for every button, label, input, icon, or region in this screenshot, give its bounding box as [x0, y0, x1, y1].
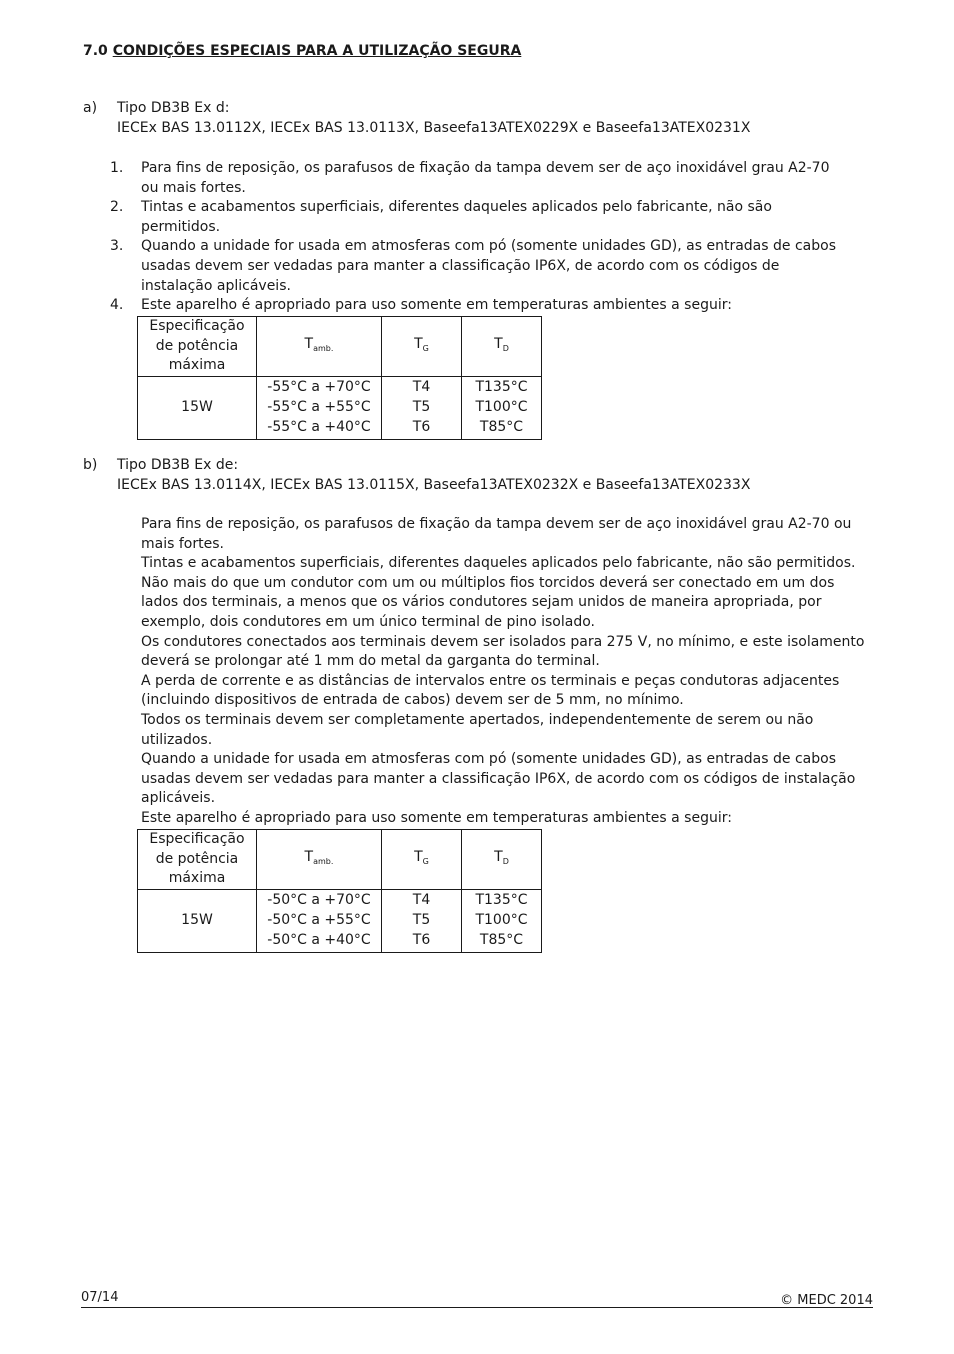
- list-item-number: 3.: [110, 238, 124, 255]
- table-row: [138, 889, 542, 952]
- list-item: [110, 198, 840, 237]
- paragraph: Este aparelho é apropriado para uso somente em temperaturas ambientes a seguir:: [141, 809, 732, 826]
- section-a-list: [110, 159, 840, 316]
- header-tamb: $T_{amb.}$: [257, 317, 382, 377]
- td-cell: T135°C T100°C T85°C: [462, 376, 542, 439]
- tg-cell: T4 T5 T6: [382, 889, 462, 952]
- header-tg: $T_G$: [382, 317, 462, 377]
- section-number: 7.0: [83, 43, 108, 59]
- paragraph: Tintas e acabamentos superficiais, diferentes daqueles aplicados pelo fabricante, não são permitidos.: [141, 555, 856, 572]
- footer-date: 07/14: [81, 1290, 119, 1305]
- tamb-cell: -55°C a +70°C -55°C a +55°C -55°C a +40°C: [257, 376, 382, 439]
- section-a-type: Tipo DB3B Ex d:: [117, 100, 230, 116]
- list-item-text: Quando a unidade for usada em atmosferas com pó (somente unidades GD), as entradas de cabos usadas devem ser vedadas para manter a classificação IP6X, de acordo com os códigos de instalação aplicáveis.: [141, 238, 836, 294]
- paragraph: A perda de corrente e as distâncias de intervalos entre os terminais e peças condutoras adjacentes (incluindo dispositivos de entrada de cabos) devem ser de 5 mm, no mínimo.: [141, 672, 840, 709]
- table-header-row: [138, 317, 542, 377]
- paragraph: Para fins de reposição, os parafusos de fixação da tampa devem ser de aço inoxidável grau A2-70 ou mais fortes.: [141, 516, 852, 552]
- list-item-number: 2.: [110, 199, 124, 216]
- list-item: [110, 296, 840, 316]
- list-item-text: Este aparelho é apropriado para uso somente em temperaturas ambientes a seguir:: [141, 297, 732, 314]
- temperature-table-b: [137, 829, 542, 953]
- section-a-marker: a): [83, 100, 98, 116]
- table-row: [138, 376, 542, 439]
- header-power: Especificação de potência máxima: [138, 317, 257, 377]
- list-item-text: Tintas e acabamentos superficiais, diferentes daqueles aplicados pelo fabricante, não são permitidos.: [141, 199, 772, 235]
- power-cell: 15W: [138, 889, 257, 952]
- paragraph: Quando a unidade for usada em atmosferas com pó (somente unidades GD), as entradas de cabos usadas devem ser vedadas para manter a classificação IP6X, de acordo com os códigos de instalação aplicáveis.: [141, 751, 856, 807]
- section-b-type: Tipo DB3B Ex de:: [117, 457, 239, 473]
- header-td: $T_D$: [462, 830, 542, 890]
- section-title: CONDIÇÕES ESPECIAIS PARA A UTILIZAÇÃO SEGURA: [112, 43, 522, 59]
- section-b-certificates: IECEx BAS 13.0114X, IECEx BAS 13.0115X, Baseefa13ATEX0232X e Baseefa13ATEX0233X: [117, 477, 751, 493]
- footer-copyright: © MEDC 2014: [780, 1293, 873, 1308]
- section-a-certificates: IECEx BAS 13.0112X, IECEx BAS 13.0113X, Baseefa13ATEX0229X e Baseefa13ATEX0231X: [117, 120, 751, 136]
- footer-rule: [81, 1307, 873, 1308]
- section-b-paragraphs: [141, 515, 871, 829]
- list-item-number: 1.: [110, 160, 124, 176]
- list-item: [110, 237, 840, 296]
- section-heading: [83, 43, 521, 59]
- paragraph: Os condutores conectados aos terminais devem ser isolados para 275 V, no mínimo, e este isolamento deverá se prolongar até 1 mm do metal da garganta do terminal.: [141, 633, 865, 670]
- td-cell: T135°C T100°C T85°C: [462, 889, 542, 952]
- temperature-table-a: [137, 316, 542, 440]
- paragraph: Todos os terminais devem ser completamente apertados, independentemente de serem ou não utilizados.: [141, 711, 814, 748]
- list-item-number: 4.: [110, 297, 124, 314]
- list-item: [110, 159, 840, 198]
- header-tamb: $T_{amb.}$: [257, 830, 382, 890]
- header-td: $T_D$: [462, 317, 542, 377]
- tg-cell: T4 T5 T6: [382, 376, 462, 439]
- header-power: Especificação de potência máxima: [138, 830, 257, 890]
- header-tg: $T_G$: [382, 830, 462, 890]
- list-item-text: Para fins de reposição, os parafusos de fixação da tampa devem ser de aço inoxidável grau A2-70 ou mais fortes.: [141, 160, 830, 196]
- paragraph: Não mais do que um condutor com um ou múltiplos fios torcidos deverá ser conectado em um dos lados dos terminais, a menos que os vários condutores sejam unidos de maneira apropriada, por exemplo, dois condutores em um único terminal de pino isolado.: [141, 574, 835, 630]
- tamb-cell: -50°C a +70°C -50°C a +55°C -50°C a +40°C: [257, 889, 382, 952]
- section-b-marker: b): [83, 457, 98, 473]
- table-header-row: [138, 830, 542, 890]
- power-cell: 15W: [138, 376, 257, 439]
